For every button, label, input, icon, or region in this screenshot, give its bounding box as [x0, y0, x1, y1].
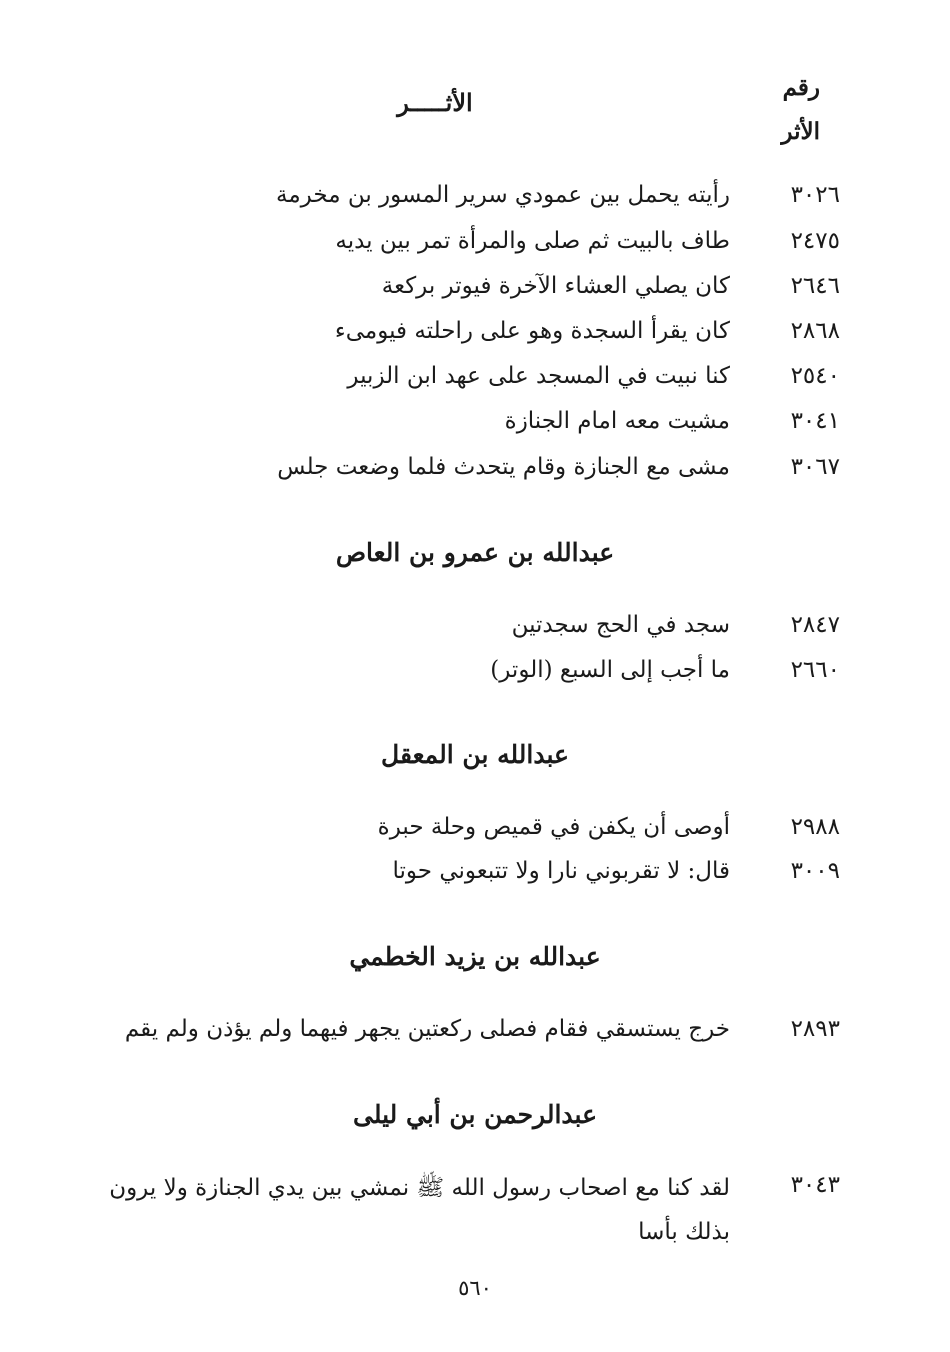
text-column-header: الأثـــــر [397, 88, 473, 117]
entry-number: ٢٨٤٧ [790, 612, 840, 638]
section-heading: عبدالله بن يزيد الخطمي [349, 942, 601, 971]
section-heading: عبدالله بن المعقل [381, 740, 569, 769]
entry-number: ٢٩٨٨ [790, 814, 840, 840]
entry-text: كان يقرأ السجدة وهو على راحلته فيومىء [334, 318, 730, 344]
entry-row [100, 1166, 840, 1256]
entry-row [100, 222, 840, 268]
entry-row [100, 357, 840, 403]
entry-text: كنا نبيت في المسجد على عهد ابن الزبير [347, 363, 730, 389]
entry-text: قال: لا تقربوني نارا ولا تتبعوني حوتا [392, 858, 730, 884]
number-header-line2: الأثر [781, 118, 820, 145]
entry-number: ٣٠٤٣ [790, 1172, 840, 1198]
entry-row [100, 606, 840, 652]
entry-number: ٢٥٤٠ [790, 363, 840, 389]
entry-text: طاف بالبيت ثم صلى والمرأة تمر بين يديه [335, 228, 730, 254]
number-column-header [740, 66, 820, 154]
entry-text: كان يصلي العشاء الآخرة فيوتر بركعة [381, 273, 730, 299]
entry-row [100, 312, 840, 358]
page-number: ٥٦٠ [458, 1276, 492, 1300]
entry-text: مشى مع الجنازة وقام يتحدث فلما وضعت جلس [277, 454, 730, 480]
entry-text: لقد كنا مع اصحاب رسول الله ﷺ نمشي بين يدي الجنازة ولا يرون بذلك بأسا [109, 1175, 730, 1245]
entry-row [100, 448, 840, 494]
entry-number: ٣٠٠٩ [790, 858, 840, 884]
entry-text: مشيت معه امام الجنازة [504, 408, 730, 434]
entry-number: ٢٦٤٦ [790, 273, 840, 299]
entry-number: ٢٨٦٨ [790, 318, 840, 344]
entry-row [100, 267, 840, 313]
entry-number: ٣٠٢٦ [790, 182, 840, 208]
entry-number: ٢٨٩٣ [790, 1016, 840, 1042]
entry-row [100, 651, 840, 697]
entry-number: ٢٤٧٥ [790, 228, 840, 254]
entry-number: ٣٠٤١ [790, 408, 840, 434]
number-header-line1: رقم [782, 74, 820, 101]
entry-text: خرج يستسقي فقام فصلى ركعتين يجهر فيهما ولم يؤذن ولم يقم [124, 1016, 730, 1042]
entry-text: رأيته يحمل بين عمودي سرير المسور بن مخرمة [276, 182, 730, 208]
entry-text: ما أجب إلى السبع (الوتر) [490, 657, 730, 683]
entry-row [100, 402, 840, 448]
section-heading: عبدالله بن عمرو بن العاص [335, 538, 615, 567]
entry-row [100, 176, 840, 222]
entry-row [100, 1010, 840, 1056]
entry-number: ٢٦٦٠ [790, 657, 840, 683]
entry-text: سجد في الحج سجدتين [511, 612, 730, 638]
entry-text: أوصى أن يكفن في قميص وحلة حبرة [377, 814, 730, 840]
entry-row [100, 808, 840, 854]
entry-row [100, 852, 840, 898]
section-heading: عبدالرحمن بن أبي ليلى [353, 1100, 597, 1129]
entry-number: ٣٠٦٧ [790, 454, 840, 480]
